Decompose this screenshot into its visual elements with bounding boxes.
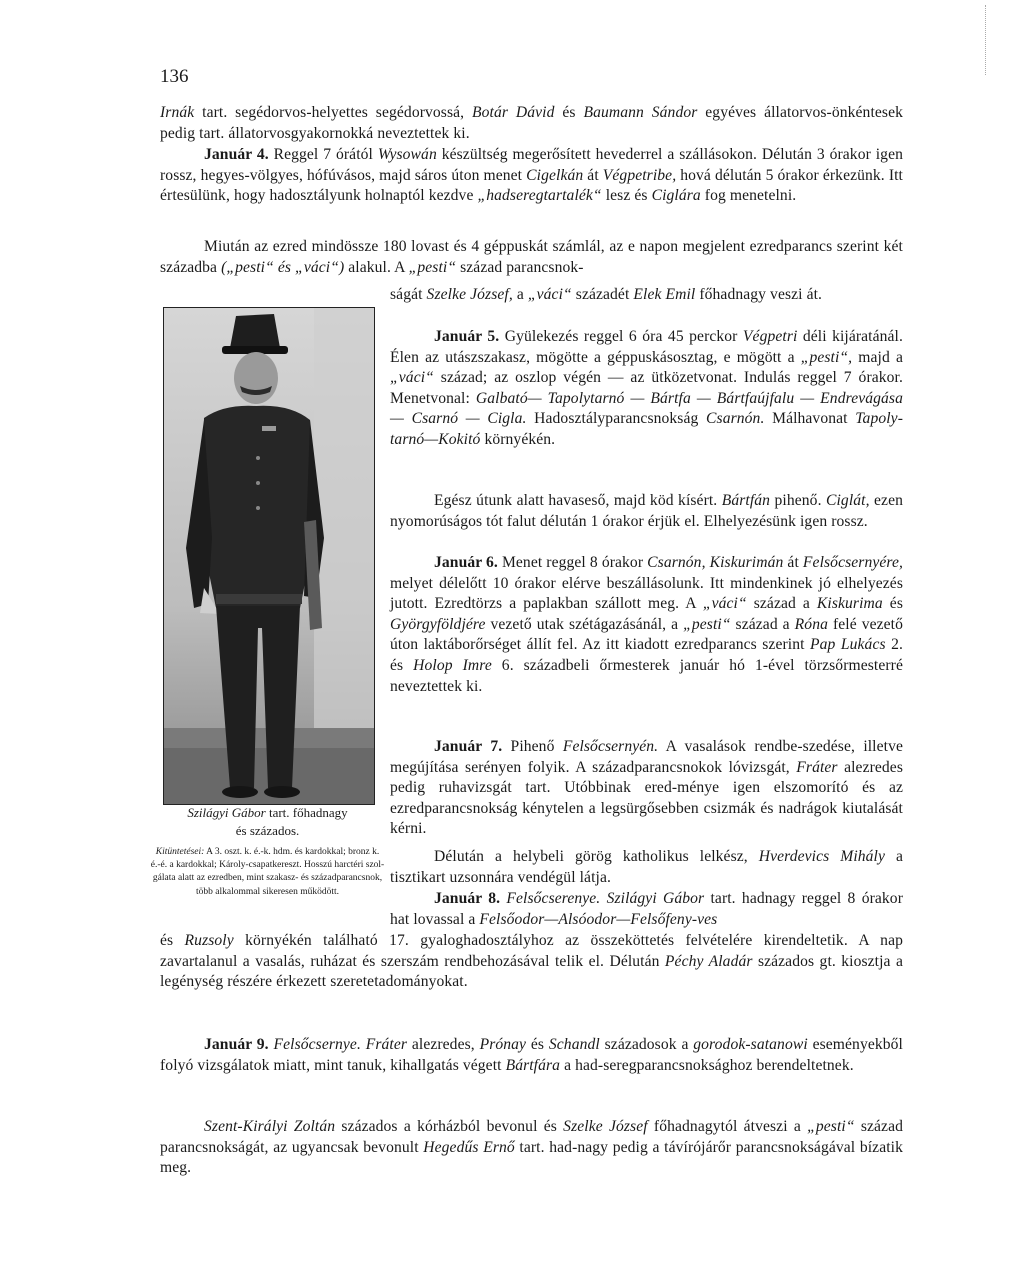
text-run: Szelke József, [426,286,513,303]
text-run: Holop Imre [413,656,492,674]
text-run: hová délután 5 órakor érkezünk. Itt értesülünk, hogy hadosztályunk holnaptól kezdve [160,166,903,205]
text-run: Ciglára [651,187,701,205]
text-run: Bártfán [721,492,771,509]
text-run: Felsőcsernyére, [802,554,903,571]
text-run: Wysowán [377,146,437,163]
text-run: alakul. A [344,258,409,276]
text-run: déli kijáratánál. Élen az utászszakasz, mögötte a géppuskásosztag, e mögött a [390,328,903,366]
text-run: vezető utak szétágazásánál, a [485,615,684,633]
paragraph-text [390,491,903,532]
text-run: „váci“ [390,369,434,387]
text-run: Pap Lukács [809,636,886,654]
paragraph-text [390,737,903,840]
paragraph-jan9 [160,1035,903,1076]
text-run: és [526,1036,549,1053]
text-run: környékén található 17. gyaloghadosztályhoz az összeköttetés felvételére kirendeltetik. A nap zavartalanul a vasalás, ruházat és szerszám rendbehozásával telik el. Délután [160,932,903,970]
text-run: „pesti“ [408,258,457,276]
text-run: Schandl [548,1036,600,1053]
text-run: gorodok-satanowi [693,1036,808,1053]
text-run: Elek Emil [633,286,696,303]
photo-caption [150,804,385,840]
paragraph-jan4 [160,145,903,207]
text-run: a tisztikart uzsonnára vendégül látja. [390,848,903,886]
text-run: és [160,932,185,949]
text-run: Felsőcserenye. Szilágyi Gábor [506,890,705,907]
paragraph-text [160,1117,903,1179]
text-run: Málhavonat [764,410,856,428]
text-run: Ruzsoly [184,932,234,949]
text-run: Végpetribe, [602,166,677,184]
paragraph-sagat [390,285,903,306]
text-run: „pesti“ [683,615,731,633]
text-run: felé vezető úton laktáborőrséget állít fel. Az itt kiadott ezredparancs szerint [390,615,903,654]
text-run: század a [730,615,795,633]
paragraph-jan8-cont [160,931,903,993]
text-run: Pihenő [502,738,563,755]
paragraph-text [160,237,903,278]
text-run: át [583,166,603,184]
text-run: Hegedűs Ernő [423,1138,515,1156]
text-run: „pesti“ [807,1118,855,1135]
text-run: százados a kórházból bevonul és [335,1118,564,1135]
text-run: Cigelkán [526,166,584,184]
text-run: Prónay [479,1036,527,1053]
text-run: melyet délelőtt 10 órakor elérve beszállásolunk. Itt mindenkinek jó elhelyezés jutott. Ezredtörzs a paplakban szállott meg. A [390,574,903,613]
paragraph-text [390,847,903,888]
text-run: 2. és [390,636,903,674]
text-run: készültség megerősített hevederrel a szállásokon. Délután 3 órakor igen rossz, hegyes-völgyes, hófúvásos, majd sáros úton menet [160,146,903,184]
page-number: 136 [160,66,189,87]
text-run: „váci“ [527,286,572,303]
text-run: Felsőcsernyén. [562,738,659,755]
text-run: századét [571,286,634,303]
date-heading: Január 7. [434,738,503,755]
text-run: „pesti“, [800,348,853,366]
paragraph-text [160,931,903,993]
text-run: tart. had-nagy pedig a távírójárőr parancsnokságával bízatik meg. [160,1138,903,1177]
text-run: Róna [794,615,828,633]
paragraph-text [160,103,903,144]
text-run: 6. századbeli őrmesterek január hó 1-ével törzsőrmesterré neveztettek ki. [390,656,903,695]
text-run: százados gt. kiosztja a legénység részére érkezett szeretetadományokat. [160,952,903,991]
text-run: a [512,286,528,303]
paragraph-jan6 [390,553,903,697]
text-run: Csarnón, Kiskurimán [647,554,784,571]
text-run: Kiskurima [816,595,883,613]
text-run: egyéves állatorvos-önkéntesek pedig tart. állatorvosgyakornokká neveztettek ki. [160,104,903,142]
paragraph-text [160,1035,903,1076]
text-run: Szent-Királyi Zoltán [204,1118,336,1135]
text-run: Menet reggel 8 órakor [497,554,648,571]
paragraph-text [390,327,903,451]
caption-rank: tart. főhadnagy [265,805,348,820]
text-run: Bártfára [505,1056,561,1074]
text-run: főhadnagytól átveszi a [647,1118,808,1135]
text-run: Baumann Sándor [583,104,698,121]
paragraph-1 [160,103,903,144]
text-run: fog menetelni. [700,187,797,205]
caption-note-text: A 3. oszt. k. é.-k. hdm. és kardokkal; bronz k. é.-é. a kardokkal; Károly-csapatkereszt. Hosszú harctéri szol-gálata alatt az ezredben, mint szakasz- és századparancsnok, több alkalommal sikeresen működött. [150,847,385,897]
caption-name: Szilágyi Gábor [187,805,266,820]
paragraph-delutan [390,847,903,888]
text-run: ságát [390,286,427,303]
portrait-photo [163,307,375,805]
date-heading: Január 8. [434,890,501,907]
text-run: Galbató— Tapolytarnó — Bártfa — Bártfaújfalu — Endrevágása — Csarnó — Cigla. [390,389,903,428]
text-run: Irnák [160,104,195,121]
date-heading: Január 5. [434,328,500,345]
text-run: a had-seregparancsnoksághoz berendeltetnek. [560,1056,854,1074]
text-run: Felsőodor—Alsóodor—Felsőfeny-ves [479,910,718,928]
text-run: ezen nyomorúságos tót falut délután 1 órakor érjük el. Elhelyezésünk igen rossz. [390,492,903,530]
text-run: Reggel 7 órától [268,146,378,163]
paragraph-text [390,553,903,697]
text-run: pihenő. [770,492,826,509]
text-run: Miután az ezred mindössze 180 lovast és 4 géppuskát számlál, az e napon megjelent ezredparancs szerint két századba [160,238,903,276]
date-heading: Január 6. [434,554,498,571]
scan-artifact [985,5,990,75]
text-run: Végpetri [742,328,798,345]
text-run: század a [746,595,817,613]
text-run: majd a [852,348,903,366]
paragraph-text [390,285,903,306]
caption-note-label: Kitüntetései: [155,847,205,857]
paragraph-ezred [160,237,903,278]
text-run: Délután a helybeli görög katholikus lelkész, [434,848,759,865]
text-run: Egész útunk alatt havaseső, majd köd kísért. [434,492,722,509]
paragraph-text [390,889,903,930]
text-run: Botár Dávid [472,104,555,121]
text-run: és [882,595,903,613]
text-run: Péchy Aladár [664,952,753,970]
text-run: alezredes, [407,1036,480,1053]
text-run: át [783,554,803,571]
text-run: környékén. [480,430,556,448]
text-run: A vasalások rendbe-szedése, illetve megújítása serényen folyik. A századparancsnokok lóvizsgát, [390,738,903,776]
text-run: századosok a [599,1036,694,1053]
text-run: Felsőcsernye. Fráter [273,1036,408,1053]
paragraph-text [160,145,903,207]
text-run: Csarnón. [706,410,765,428]
text-run: lesz és [601,187,652,205]
text-run: Ciglát, [826,492,870,509]
paragraph-jan8 [390,889,903,930]
paragraph-szentkiralyi [160,1117,903,1179]
paragraph-jan7 [390,737,903,840]
caption-rank-2: és százados. [235,823,300,838]
text-run: „hadseregtartalék“ [477,187,602,205]
date-heading: Január 4. [204,146,269,163]
text-run: Hverdevics Mihály [758,848,886,865]
text-run: Szelke József [563,1118,648,1135]
paragraph-ut [390,491,903,532]
photo-caption-note [150,846,385,899]
text-run: főhadnagy veszi át. [695,286,823,303]
text-run: Györgyföldjére [390,615,486,633]
text-run: tart. hadnagy reggel 8 órakor hat lovassal a [390,890,903,928]
text-run: alezredes pedig ruhavizsgát tart. Utóbbinak ered-ménye igen elszomorító és az ezredparancsnokság kénytelen a legsürgősebben csizmák és nadrágok kiutalását kérni. [390,758,903,838]
date-heading: Január 9. [204,1036,269,1053]
text-run: Fráter [796,758,838,776]
text-run: Gyülekezés reggel 6 óra 45 perckor [499,328,743,345]
text-run: eseményekből folyó vizsgálatok miatt, mint tanuk, kihallgatás végett [160,1036,903,1074]
text-run: század parancsnokságát, az ugyancsak bevonult [160,1118,903,1156]
text-run: század; az oszlop végén — az ütközetvonat. Indulás reggel 7 órakor. Menetvonal: [390,369,903,407]
text-run: „váci“ [702,595,747,613]
text-run: század parancsnok- [456,258,584,276]
text-run: és [554,104,584,121]
text-run: Hadosztályparancsnokság [526,410,707,428]
text-run: tart. segédorvos-helyettes segédorvossá, [194,104,473,121]
text-run: Tapoly-tarnó—Kokitó [390,410,903,448]
text-run: („pesti“ és „váci“) [221,258,345,276]
paragraph-jan5 [390,327,903,451]
